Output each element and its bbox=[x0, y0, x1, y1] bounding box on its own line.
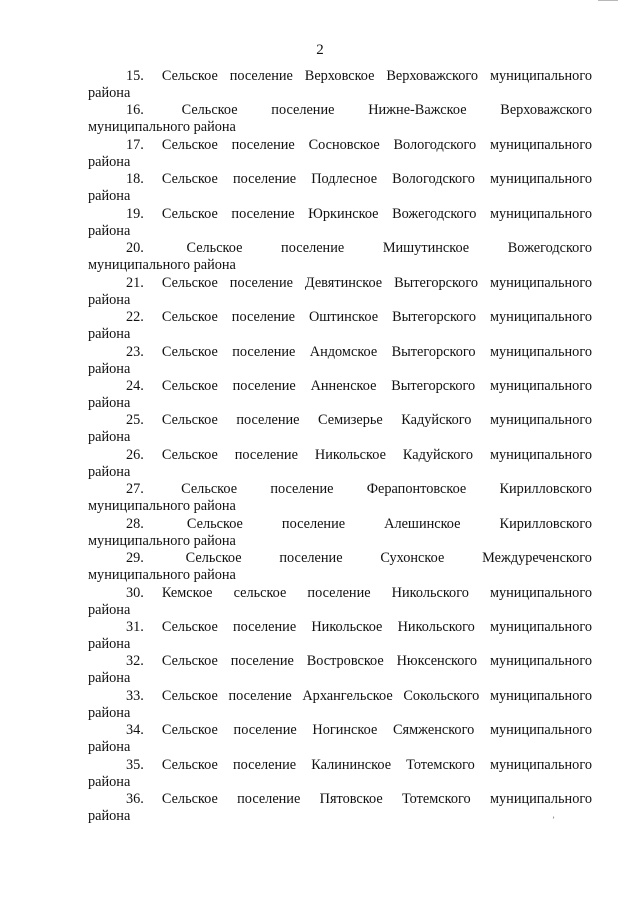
item-number: 33. bbox=[126, 687, 144, 704]
list-item-first-line bbox=[88, 309, 592, 326]
item-number: 21. bbox=[126, 274, 144, 291]
item-number: 25. bbox=[126, 412, 144, 429]
item-text-segment: поселение bbox=[279, 550, 343, 567]
item-number: 32. bbox=[126, 653, 144, 670]
list-item bbox=[88, 688, 592, 722]
list-item-second-line: района bbox=[88, 222, 131, 239]
item-text-segment: Сельское bbox=[181, 102, 238, 119]
item-number: 26. bbox=[126, 446, 144, 463]
list-item-second-line: района bbox=[88, 85, 131, 101]
item-text-segment: Сельское поселение Анненское Вытегорского муниципального bbox=[161, 377, 592, 394]
list-item bbox=[88, 619, 592, 653]
item-number: 18. bbox=[126, 171, 144, 188]
list-item-second-line: района bbox=[88, 153, 131, 170]
list-item-first-line bbox=[88, 344, 592, 361]
list-item bbox=[88, 722, 592, 756]
item-number: 30. bbox=[126, 584, 144, 601]
corner-mark bbox=[598, 0, 618, 2]
item-number: 34. bbox=[126, 722, 144, 739]
item-number: 36. bbox=[126, 791, 144, 808]
item-text-segment: Сельское поселение Калининское Тотемского муниципального bbox=[161, 756, 592, 773]
list-item-first-line bbox=[88, 240, 592, 257]
item-number: 23. bbox=[126, 343, 144, 360]
list-item bbox=[88, 309, 592, 343]
list-item-second-line: района bbox=[88, 704, 131, 721]
list-item-first-line bbox=[88, 757, 592, 774]
item-text-segment: Сухонское bbox=[380, 550, 445, 567]
item-text-segment: Нижне-Важское bbox=[368, 102, 467, 119]
list-item-first-line bbox=[88, 378, 592, 395]
item-number: 24. bbox=[126, 377, 144, 394]
list-item-first-line bbox=[88, 619, 592, 636]
list-item-second-line: муниципального района bbox=[88, 532, 236, 549]
list-item bbox=[88, 275, 592, 309]
list-item bbox=[88, 171, 592, 205]
list-item bbox=[88, 344, 592, 378]
list-item-first-line bbox=[88, 516, 592, 533]
list-item bbox=[88, 240, 592, 274]
list-item bbox=[88, 378, 592, 412]
list-item bbox=[88, 447, 592, 481]
item-number: 19. bbox=[126, 205, 144, 222]
list-item-second-line: района bbox=[88, 670, 131, 687]
item-text-segment: Сельское поселение Востровское Нюксенского муниципального bbox=[161, 653, 592, 670]
item-number: 35. bbox=[126, 756, 144, 773]
list-item-first-line bbox=[88, 688, 592, 705]
item-text-segment: Междуреченского bbox=[482, 550, 592, 567]
list-item bbox=[88, 550, 592, 584]
list-item bbox=[88, 206, 592, 240]
list-item-second-line: муниципального района bbox=[88, 119, 236, 136]
item-text-segment: Кирилловского bbox=[499, 515, 592, 532]
list-item bbox=[88, 516, 592, 550]
list-item-first-line bbox=[88, 653, 592, 670]
list-item bbox=[88, 757, 592, 791]
scan-speck: ’ bbox=[552, 815, 555, 825]
list-item-first-line bbox=[88, 206, 592, 223]
item-number: 27. bbox=[126, 481, 144, 498]
item-text-segment: Сельское поселение Ногинское Сямженского муниципального bbox=[161, 722, 592, 739]
list-item-first-line bbox=[88, 275, 592, 292]
item-text-segment: Алешинское bbox=[384, 515, 461, 532]
item-number: 16. bbox=[126, 102, 144, 119]
list-item-second-line: района bbox=[88, 601, 131, 618]
item-text-segment: Сельское поселение Девятинское Вытегорского муниципального bbox=[161, 274, 592, 291]
list-item bbox=[88, 137, 592, 171]
item-text-segment: Верховажского bbox=[500, 102, 592, 119]
list-item-first-line bbox=[88, 447, 592, 464]
list-item-first-line bbox=[88, 137, 592, 154]
item-text-segment: Сельское поселение Пятовское Тотемского муниципального bbox=[161, 791, 592, 808]
page-number: 2 bbox=[316, 42, 324, 58]
list-item-first-line bbox=[88, 722, 592, 739]
item-number: 17. bbox=[126, 136, 144, 153]
item-number: 20. bbox=[126, 240, 144, 257]
item-text-segment: Кирилловского bbox=[499, 481, 592, 498]
item-text-segment: поселение bbox=[270, 481, 334, 498]
list-item-second-line: района bbox=[88, 291, 131, 308]
item-text-segment: Сельское поселение Архангельское Сокольского муниципального bbox=[161, 687, 592, 704]
list-item-second-line: района bbox=[88, 360, 131, 377]
list-item-first-line bbox=[88, 412, 592, 429]
item-text-segment: Вожегодского bbox=[507, 240, 592, 257]
item-text-segment: Сельское поселение Андомское Вытегорского муниципального bbox=[161, 343, 592, 360]
list-item-second-line: района bbox=[88, 429, 131, 446]
list-item-second-line: муниципального района bbox=[88, 498, 236, 515]
item-text-segment: Ферапонтовское bbox=[366, 481, 467, 498]
item-text-segment: Сельское поселение Никольское Кадуйского муниципального bbox=[161, 446, 592, 463]
item-text-segment: Сельское bbox=[186, 515, 243, 532]
list-item-second-line: района bbox=[88, 739, 131, 756]
item-text-segment: Сельское поселение Сосновское Вологодского муниципального bbox=[161, 136, 592, 153]
item-number: 31. bbox=[126, 619, 144, 635]
list-item bbox=[88, 585, 592, 619]
list-item bbox=[88, 791, 592, 825]
list-item-first-line bbox=[88, 102, 592, 119]
list-item-first-line bbox=[88, 791, 592, 808]
list-item-first-line bbox=[88, 585, 592, 602]
item-text-segment: Мишутинское bbox=[382, 240, 470, 257]
list-item bbox=[88, 102, 592, 136]
list-item bbox=[88, 653, 592, 687]
list-item-second-line: района bbox=[88, 326, 131, 343]
item-text-segment: Сельское поселение Подлесное Вологодского муниципального bbox=[161, 171, 592, 188]
item-text-segment: Сельское поселение Верховское Верховажского муниципального bbox=[161, 68, 592, 84]
item-text-segment: Сельское поселение Семизерье Кадуйского муниципального bbox=[161, 412, 592, 429]
item-text-segment: Кемское сельское поселение Никольского муниципального bbox=[161, 584, 592, 601]
item-text-segment: поселение bbox=[281, 240, 345, 257]
item-text-segment: Сельское поселение Никольское Никольского муниципального bbox=[161, 619, 592, 635]
item-text-segment: Сельское поселение Юркинское Вожегодского муниципального bbox=[161, 205, 592, 222]
item-number: 29. bbox=[126, 550, 144, 567]
list-item-second-line: муниципального района bbox=[88, 567, 236, 584]
list-item-second-line: района bbox=[88, 773, 131, 790]
list-item-second-line: района bbox=[88, 463, 131, 480]
item-number: 22. bbox=[126, 309, 144, 326]
item-text-segment: Сельское bbox=[185, 550, 242, 567]
item-text-segment: Сельское bbox=[186, 240, 243, 257]
settlement-list bbox=[88, 68, 592, 826]
list-item-second-line: района bbox=[88, 394, 131, 411]
list-item-first-line bbox=[88, 68, 592, 85]
list-item bbox=[88, 481, 592, 515]
list-item-second-line: района bbox=[88, 188, 131, 205]
list-item-first-line bbox=[88, 171, 592, 188]
list-item bbox=[88, 412, 592, 446]
item-text-segment: поселение bbox=[281, 515, 346, 532]
item-number: 28. bbox=[126, 515, 144, 532]
item-text-segment: поселение bbox=[271, 102, 335, 119]
list-item-first-line bbox=[88, 481, 592, 498]
item-text-segment: Сельское bbox=[181, 481, 238, 498]
item-text-segment: Сельское поселение Оштинское Вытегорского муниципального bbox=[161, 309, 592, 326]
list-item-first-line bbox=[88, 550, 592, 567]
list-item-second-line: муниципального района bbox=[88, 257, 236, 274]
list-item bbox=[88, 68, 592, 102]
list-item-second-line: района bbox=[88, 808, 131, 825]
item-number: 15. bbox=[126, 68, 144, 84]
list-item-second-line: района bbox=[88, 636, 131, 652]
